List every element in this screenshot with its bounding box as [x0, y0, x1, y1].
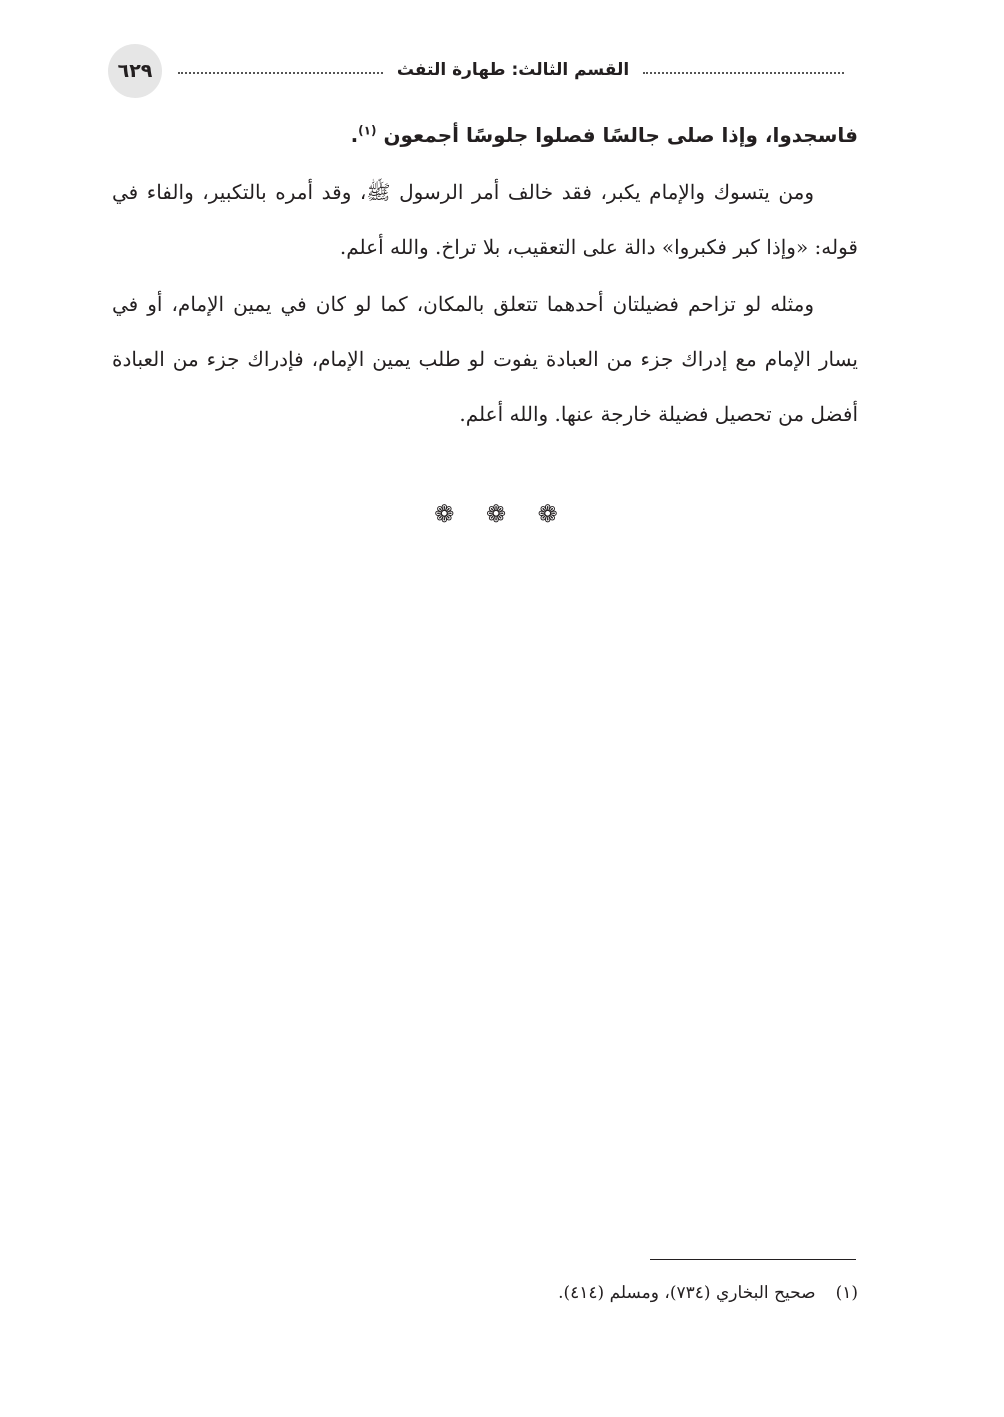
- header-dotted-rule-right: [643, 72, 844, 74]
- footnote-mark: (١): [835, 1283, 858, 1303]
- section-separator-flowers: ❁ ❁ ❁: [434, 500, 570, 528]
- paragraph-2: ومن يتسوك والإمام يكبر، فقد خالف أمر الرسول ﷺ، وقد أمره بالتكبير، والفاء في قوله: «وإذا كبر فكبروا» دالة على التعقيب، بلا تراخ. والله أعلم.: [112, 180, 858, 259]
- footnotes: [112, 1274, 858, 1312]
- body-text: [112, 108, 858, 442]
- paragraph-1-tail: .: [350, 123, 359, 147]
- paragraph-1: [112, 108, 858, 163]
- paragraph-1-text: فاسجدوا، وإذا صلى جالسًا فصلوا جلوسًا أجمعون: [383, 123, 858, 147]
- footnote-divider: [650, 1259, 856, 1260]
- running-title: القسم الثالث: طهارة التفث: [396, 60, 630, 80]
- header-dotted-rule-left: [178, 72, 383, 74]
- footnote-text: صحيح البخاري (٧٣٤)، ومسلم (٤١٤).: [558, 1283, 816, 1303]
- paragraph-3: ومثله لو تزاحم فضيلتان أحدهما تتعلق بالمكان، كما لو كان في يمين الإمام، أو في يسار الإمام مع إدراك جزء من العبادة يفوت لو طلب يمين الإمام، فإدراك جزء من العبادة أفضل من تحصيل فضيلة خارجة عنها. والله أعلم.: [112, 292, 858, 426]
- page-number-badge: ٦٢٩: [108, 44, 162, 98]
- footnote-item: [112, 1274, 858, 1312]
- footnote-reference: (١): [358, 123, 377, 138]
- page-header: [108, 44, 844, 98]
